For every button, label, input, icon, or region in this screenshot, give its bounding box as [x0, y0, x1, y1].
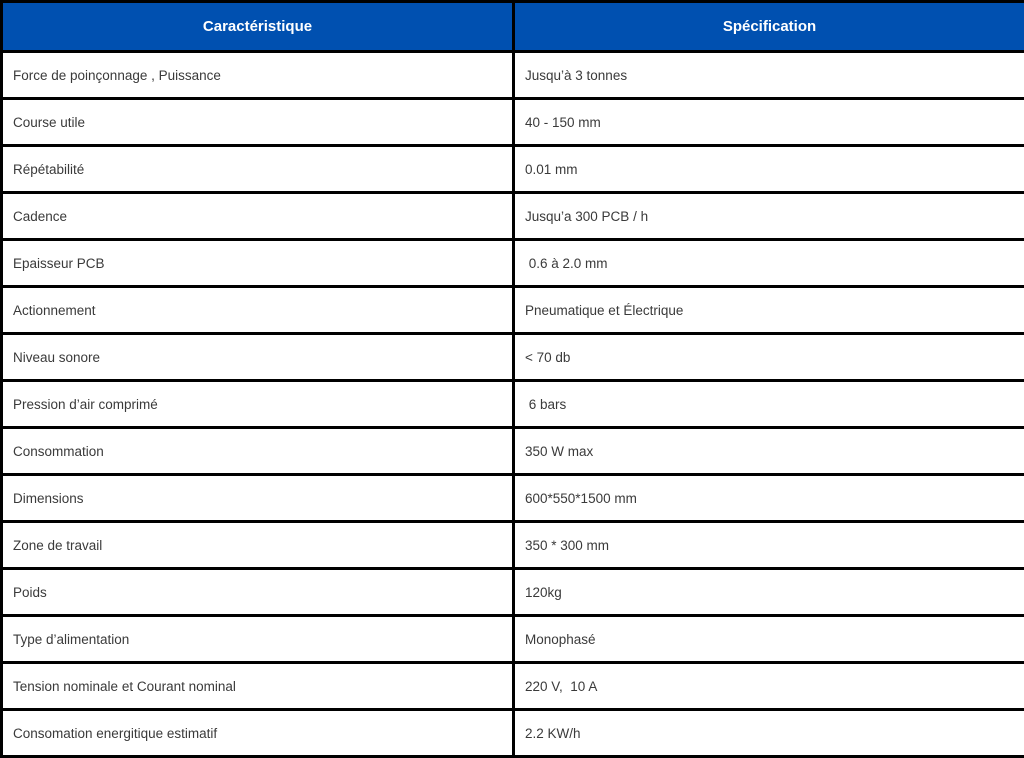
table-row — [2, 616, 1024, 663]
feature-cell: Zone de travail — [2, 522, 514, 569]
table-row — [2, 99, 1024, 146]
spec-cell: Jusqu’a 300 PCB / h — [514, 193, 1024, 240]
header-characteristic: Caractéristique — [2, 2, 514, 52]
table-row — [2, 287, 1024, 334]
spec-cell: 600*550*1500 mm — [514, 475, 1024, 522]
feature-cell: Tension nominale et Courant nominal — [2, 663, 514, 710]
table-body — [2, 52, 1024, 757]
table-row — [2, 146, 1024, 193]
feature-cell: Course utile — [2, 99, 514, 146]
spec-cell: 120kg — [514, 569, 1024, 616]
feature-cell: Répétabilité — [2, 146, 514, 193]
table-row — [2, 475, 1024, 522]
feature-cell: Force de poinçonnage , Puissance — [2, 52, 514, 99]
table-row — [2, 240, 1024, 287]
feature-cell: Type d’alimentation — [2, 616, 514, 663]
table-row — [2, 569, 1024, 616]
feature-cell: Niveau sonore — [2, 334, 514, 381]
spec-cell: 350 * 300 mm — [514, 522, 1024, 569]
feature-cell: Consomation energitique estimatif — [2, 710, 514, 757]
spec-cell: Pneumatique et Électrique — [514, 287, 1024, 334]
table-row — [2, 52, 1024, 99]
table-row — [2, 428, 1024, 475]
feature-cell: Actionnement — [2, 287, 514, 334]
table-row — [2, 522, 1024, 569]
feature-cell: Dimensions — [2, 475, 514, 522]
feature-cell: Epaisseur PCB — [2, 240, 514, 287]
spec-cell: 6 bars — [514, 381, 1024, 428]
table-row — [2, 334, 1024, 381]
spec-cell: Monophasé — [514, 616, 1024, 663]
table-row — [2, 663, 1024, 710]
feature-cell: Cadence — [2, 193, 514, 240]
spec-cell: Jusqu’à 3 tonnes — [514, 52, 1024, 99]
header-specification: Spécification — [514, 2, 1024, 52]
spec-cell: 220 V, 10 A — [514, 663, 1024, 710]
table-row — [2, 710, 1024, 757]
feature-cell: Poids — [2, 569, 514, 616]
header-row — [2, 2, 1024, 52]
feature-cell: Consommation — [2, 428, 514, 475]
spec-cell: 0.6 à 2.0 mm — [514, 240, 1024, 287]
spec-cell: 0.01 mm — [514, 146, 1024, 193]
spec-cell: 350 W max — [514, 428, 1024, 475]
spec-cell: < 70 db — [514, 334, 1024, 381]
spec-cell: 40 - 150 mm — [514, 99, 1024, 146]
table-row — [2, 193, 1024, 240]
spec-cell: 2.2 KW/h — [514, 710, 1024, 757]
feature-cell: Pression d’air comprimé — [2, 381, 514, 428]
table-row — [2, 381, 1024, 428]
table-header — [2, 2, 1024, 52]
